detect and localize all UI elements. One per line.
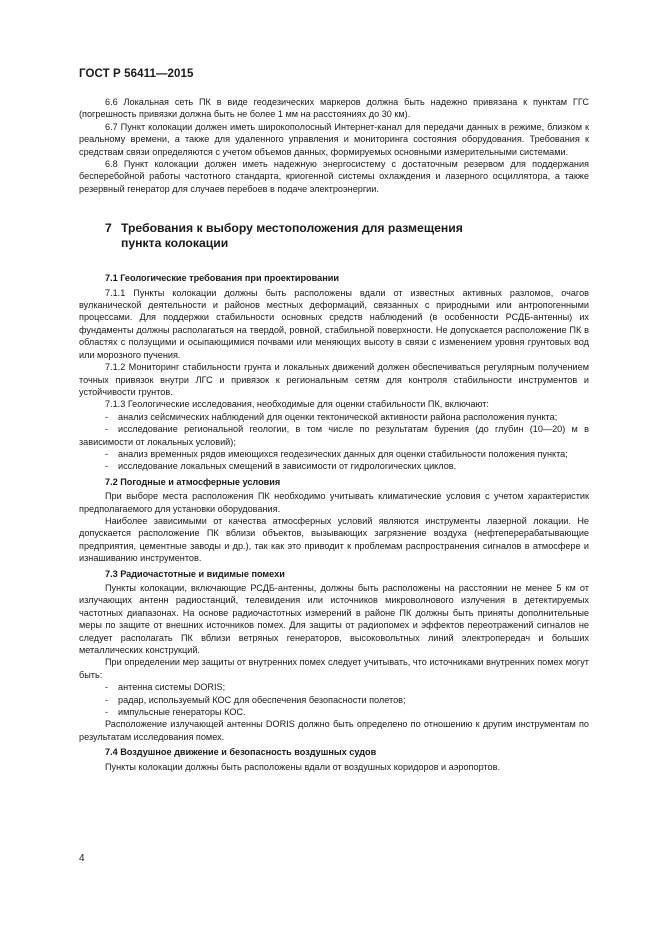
document-body	[79, 96, 589, 773]
standard-header: ГОСТ Р 56411—2015	[79, 68, 194, 80]
section-7-title-line2: пункта колокации	[121, 236, 229, 251]
subsection-7-3-title: 7.3 Радиочастотные и видимые помехи	[105, 568, 285, 579]
paragraph-7-4: Пункты колокации должны быть расположены вдали от воздушных коридоров и аэропортов.	[105, 761, 500, 772]
subsection-7-2-title: 7.2 Погодные и атмосферные условия	[105, 476, 281, 487]
paragraph-7-3-b: При определении мер защиты от внутренних помех следует учитывать, что источниками внутренних помех могут быть:	[79, 657, 589, 680]
paragraph-6-8: 6.8 Пункт колокации должен иметь надежную энергосистему с достаточным резервом для поддержания бесперебойной работы частотного стандарта, криогенной системы охлаждения и лазерного осциллятора, а также резервный генератор для случаев перебоев в подаче электроэнергии.	[79, 159, 589, 194]
paragraph-7-1-3: 7.1.3 Геологические исследования, необходимые для оценки стабильности ПК, включают:	[105, 399, 489, 410]
section-7-title-line1: Требования к выбору местоположения для размещения	[121, 221, 463, 236]
paragraph-7-1-1: 7.1.1 Пункты колокации должны быть расположены вдали от известных активных разломов, очагов вулканической деятельности и районов местных деформаций, связанных с природными или антропогенными процессами. Для поддержки стабильности основных средств наблюдений (в особенности РСДБ-антенны) их фундаменты должны располагаться на твердой, ровной, стабильной поверхности. Не допускается расположение ПК в областях с ползущими и осыпающимися почвами или меняющих высоту в связи с изменением уровня грунтовых вод или морозного пучения.	[79, 287, 589, 360]
section-7-number: 7	[105, 221, 112, 236]
list-item: - импульсные генераторы КОС.	[105, 707, 246, 718]
paragraph-7-1-2: 7.1.2 Мониторинг стабильности грунта и локальных движений должен обеспечиваться регулярным получением точных привязок внутри ЛГС и привязок к региональным сетям для контроля стабильности инструментов и устойчивости грунтов.	[79, 362, 589, 397]
page-number: 4	[79, 853, 85, 864]
subsection-7-1-title: 7.1 Геологические требования при проектировании	[105, 273, 339, 284]
paragraph-6-7: 6.7 Пункт колокации должен иметь широкополосный Интернет-канал для передачи данных в режиме, близком к реальному времени, а также для удаленного управления и мониторинга состояния оборудования. Требования к средствам связи определяются с учетом объемов данных, формируемых основными измерительными системами.	[79, 121, 589, 157]
subsection-7-4-title: 7.4 Воздушное движение и безопасность воздушных судов	[105, 747, 377, 758]
list-item: - исследование региональной геологии, в том числе по результатам бурения (до глубин (10—20) м в зависимости от локальных условий);	[79, 424, 589, 447]
paragraph-7-2-a: При выборе места расположения ПК необходимо учитывать климатические условия с учетом характеристик предполагаемого для установки оборудования.	[79, 491, 589, 514]
paragraph-7-3-c: Расположение излучающей антенны DORIS должно быть определено по отношению к другим инструментам по результатам исследования помех.	[79, 719, 589, 742]
paragraph-7-3-a: Пункты колокации, включающие РСДБ-антенны, должны быть расположены на расстоянии не менее 5 км от излучающих антенн радиостанций, телевидения или источников микроволнового излучения в детектируемых частотных диапазонах. На основе радиочастотных измерений в районе ПК должны быть приняты дополнительные меры по защите от внешних источников помех. Для защиты от радиопомех и эффектов переотражений сигналов не следует располагать ПК вблизи ветряных генераторов, высоковольтных линий электропередач и больших металлических конструкций.	[79, 583, 589, 656]
list-item: - исследование локальных смещений в зависимости от гидрологических циклов.	[105, 461, 457, 472]
paragraph-6-6: 6.6 Локальная сеть ПК в виде геодезических маркеров должна быть надежно привязана к пунктам ГГС (погрешность привязки должна быть не более 1 мм на расстояниях до 30 км).	[79, 97, 589, 120]
list-item: - анализ временных рядов имеющихся геодезических данных для оценки стабильности положения пункта;	[105, 448, 568, 459]
list-item: - радар, используемый КОС для обеспечения безопасности полетов;	[105, 694, 406, 705]
section-7-heading	[79, 221, 589, 251]
list-item: - анализ сейсмических наблюдений для оценки тектонической активности района расположения пункта;	[105, 411, 558, 422]
list-item: - антенна системы DORIS;	[105, 682, 226, 693]
paragraph-7-2-b: Наиболее зависимыми от качества атмосферных условий являются инструменты лазерной локации. Не допускается расположение ПК вблизи объектов, вызывающих загрязнение воздуха (нефтеперерабатывающие предприятия, цементные заводы и др.), так как это приводит к проблемам распространения сигналов в атмосфере и изнашиванию инструментов.	[79, 515, 589, 564]
